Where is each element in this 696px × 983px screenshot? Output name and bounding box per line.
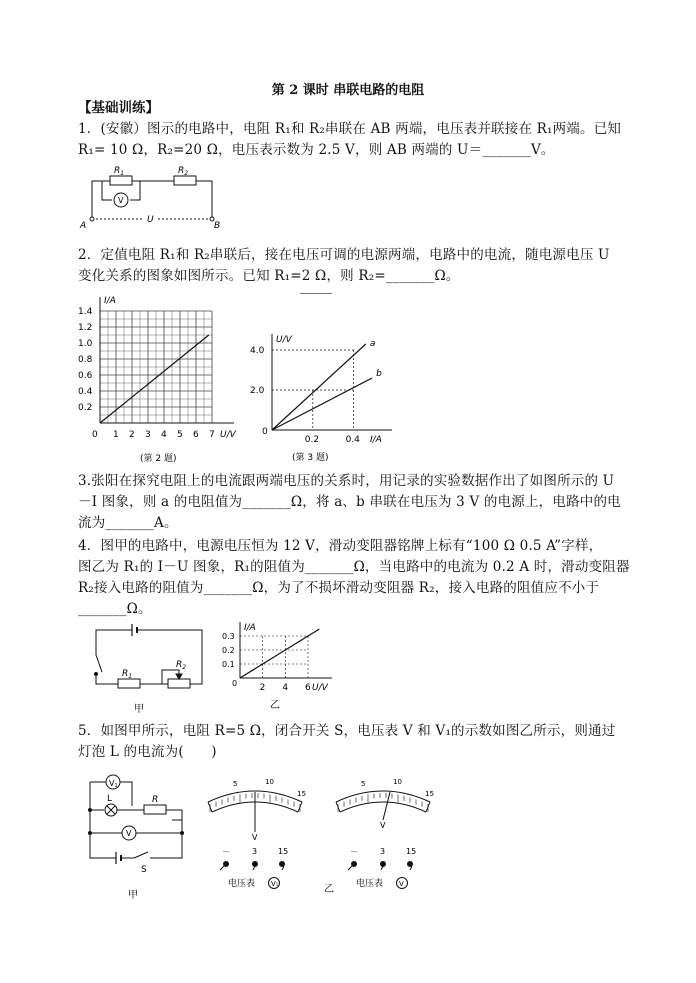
meter1-scale-10: 10 — [265, 778, 274, 786]
q4-chart — [222, 620, 337, 712]
q1-label-r1: $R_1$ — [114, 166, 125, 177]
q3-chart — [250, 330, 400, 465]
q5-r-label: R — [152, 795, 159, 805]
y-tick-label: 0.2 — [222, 646, 235, 655]
y-tick-label: 0.2 — [78, 403, 93, 413]
q4-text-line2: 图乙为 R₁的 I－U 图象，R₁的阻值为_______Ω，当电路中的电流为 0.2 A 时，滑动变阻器 — [78, 559, 630, 575]
q5-v-label: V — [126, 829, 132, 838]
y-axis-label: U/V — [276, 335, 292, 345]
x-tick-label: 1 — [113, 430, 119, 440]
q4-caption-jia: 甲 — [134, 704, 144, 715]
x-tick-label: 0.2 — [304, 435, 320, 445]
meter1-terminal-neg: － — [222, 847, 230, 856]
meter2-terminal-15: 15 — [406, 847, 417, 856]
meter2-caption: 电压表 — [356, 879, 384, 889]
y-tick-label: 2.0 — [250, 386, 265, 396]
y-tick-label: 0.8 — [78, 355, 93, 365]
q4-label-r1: $R_1$ — [122, 669, 133, 680]
x-tick-label: 6 — [193, 430, 199, 440]
q5-caption-yi: 乙 — [324, 884, 334, 895]
y-tick-label: 0.4 — [78, 387, 93, 397]
chart-caption: (第 2 题) — [140, 454, 177, 464]
x-tick-label: 6 — [305, 683, 311, 693]
q1-label-b: B — [214, 221, 221, 230]
meter1-caption: 电压表 — [228, 879, 256, 889]
chart-caption: 乙 — [270, 700, 280, 711]
y-tick-label: 0.6 — [78, 371, 93, 381]
meter2-scale-10: 10 — [393, 778, 402, 786]
x-tick-label: 2 — [129, 430, 135, 440]
q5-circuit-diagram — [82, 768, 197, 903]
q4-text-line1: 4．图甲的电路中，电源电压恒为 12 V，滑动变阻器铭牌上标有“100 Ω 0.5 A”字样， — [78, 538, 603, 554]
meter2-scale-5: 5 — [361, 780, 366, 788]
q5-switch-label: S — [141, 865, 147, 875]
series-a-label: a — [369, 339, 376, 349]
y-tick-label: 1.0 — [78, 339, 93, 349]
y-axis-label: I/A — [104, 296, 116, 306]
q2-text-line1: 2．定值电阻 R₁和 R₂串联后，接在电压可调的电源两端，电路中的电流，随电源电压 U — [78, 247, 610, 263]
x-axis-label: U/V — [312, 683, 328, 693]
series-b-label: b — [376, 369, 382, 379]
stray-line — [300, 293, 332, 294]
x-tick-label: 4 — [161, 430, 167, 440]
q5-meter-1 — [200, 772, 310, 890]
x-tick-label: 0.4 — [345, 435, 360, 445]
q5-caption-jia: 甲 — [128, 890, 138, 901]
lesson-title: 第 2 课时 串联电路的电阻 — [271, 83, 425, 98]
meter1-terminal-3: 3 — [252, 847, 258, 856]
x-tick-label: 5 — [177, 430, 183, 440]
series-b-line — [272, 378, 372, 430]
x-tick-label: 4 — [282, 683, 289, 693]
q2-chart — [78, 293, 258, 465]
section-heading: 【基础训练】 — [78, 100, 159, 116]
meter1-scale-5: 5 — [233, 780, 238, 788]
chart-caption: (第 3 题) — [292, 453, 329, 463]
meter1-symbol: V1 — [271, 880, 279, 888]
y-tick-label: 4.0 — [250, 346, 265, 356]
q1-circuit-diagram — [78, 162, 228, 230]
meter2-scale-15: 15 — [425, 790, 434, 798]
q1-label-r2: $R_2$ — [178, 166, 189, 177]
q5-meter-2 — [328, 772, 438, 890]
y-tick-label: 1.4 — [78, 307, 93, 317]
q3-text-line3: 流为_______A。 — [78, 515, 178, 531]
y-tick-label: 0.3 — [222, 632, 235, 641]
y-tick-label: 1.2 — [78, 323, 93, 333]
x-axis-label: I/A — [370, 435, 382, 445]
x-tick-label: 0 — [92, 430, 98, 440]
q2-text-line2: 变化关系的图象如图所示。已知 R₁=2 Ω，则 R₂=_______Ω。 — [78, 268, 460, 284]
x-axis-label: U/V — [220, 430, 236, 440]
q4-label-r2: $R_2$ — [176, 660, 187, 671]
origin-label: 0 — [232, 679, 238, 688]
origin-label: 0 — [262, 427, 268, 437]
y-axis-label: I/A — [244, 623, 256, 633]
x-tick-label: 3 — [145, 430, 151, 440]
q3-text-line1: 3.张阳在探究电阻上的电流跟两端电压的关系时，用记录的实验数据作出了如图所示的 U — [78, 473, 615, 489]
x-tick-label: 2 — [259, 683, 266, 693]
meter2-terminal-3: 3 — [380, 847, 386, 856]
q4-circuit-diagram — [82, 620, 212, 715]
q1-voltmeter-label: V — [118, 196, 124, 205]
q5-lamp-label: L — [107, 794, 113, 804]
q5-text-line2: 灯泡 L 的电流为( ) — [78, 744, 217, 760]
y-tick-label: 0.1 — [222, 660, 235, 669]
q1-label-a: A — [80, 221, 87, 230]
q5-v1-label: V1 — [109, 779, 118, 789]
meter2-symbol: V — [399, 880, 404, 888]
q1-text-line1: 1．(安徽）图示的电路中，电阻 R₁和 R₂串联在 AB 两端，电压表并联接在 R₁两端。已知 — [78, 121, 622, 137]
meter2-unit: V — [380, 821, 386, 830]
x-tick-label: 7 — [209, 430, 215, 440]
series-a-line — [272, 344, 366, 430]
q3-text-line2: －I 图象，则 a 的电阻值为_______Ω，将 a、b 串联在电压为 3 V 的电源上，电路中的电 — [78, 494, 621, 510]
meter1-unit: V — [252, 833, 258, 842]
q4-text-line3: R₂接入电路的阻值为_______Ω，为了不损坏滑动变阻器 R₂，接入电路的阻值应不小于 — [78, 580, 600, 596]
meter2-terminal-neg: － — [350, 847, 358, 856]
meter1-terminal-15: 15 — [278, 847, 289, 856]
q4-text-line4: _______Ω。 — [78, 601, 152, 617]
series-line — [240, 629, 319, 678]
q1-text-line2: R₁= 10 Ω，R₂=20 Ω，电压表示数为 2.5 V，则 AB 两端的 U＝_______V。 — [78, 142, 555, 158]
q1-label-u: U — [147, 215, 154, 225]
meter1-scale-15: 15 — [297, 790, 306, 798]
q5-text-line1: 5．如图甲所示，电阻 R=5 Ω，闭合开关 S，电压表 V 和 V₁的示数如图乙所示，则通过 — [78, 723, 616, 739]
